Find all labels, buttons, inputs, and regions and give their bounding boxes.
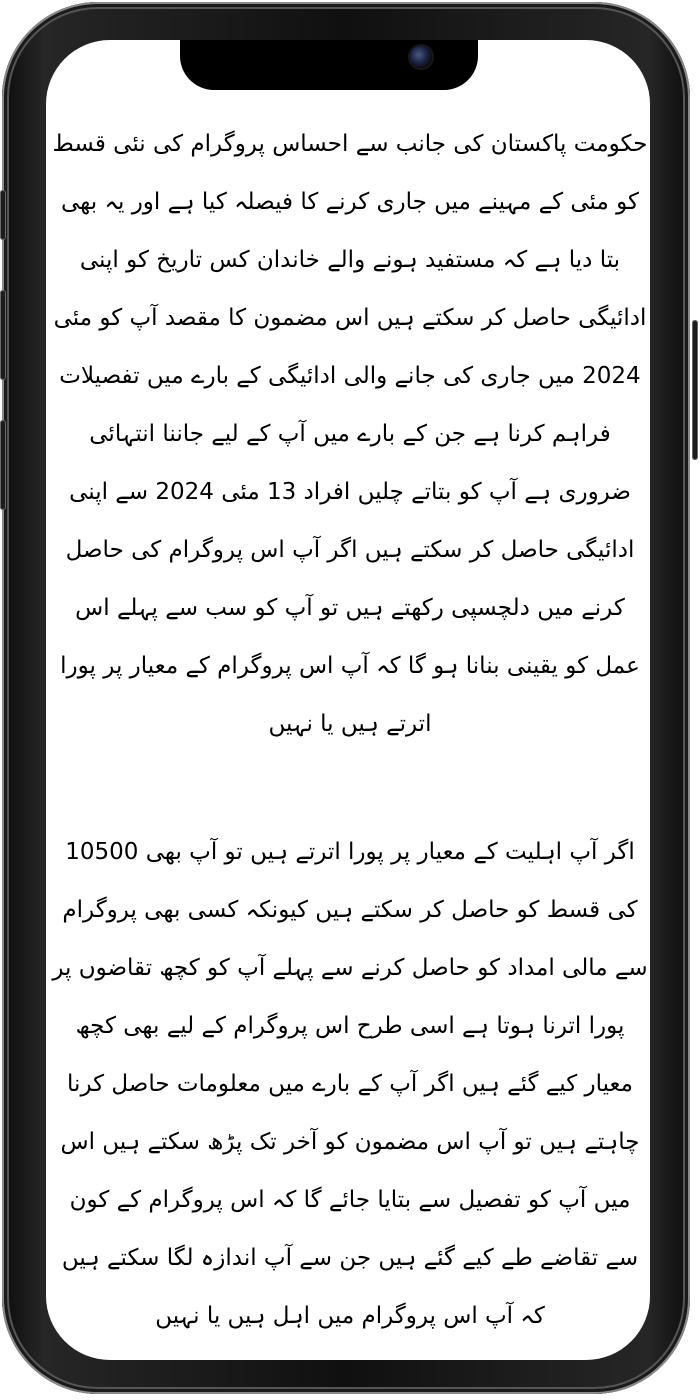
- paragraph-spacer: [52, 753, 648, 823]
- notch: [180, 40, 478, 90]
- mute-switch: [0, 190, 6, 240]
- camera-icon: [410, 46, 432, 68]
- volume-up-button: [0, 290, 6, 380]
- article-paragraph-2: اگر آپ اہلیت کے معیار پر پورا اترتے ہیں تو آپ بھی 10500 کی قسط کو حاصل کر سکتے ہیں کیونکہ کسی بھی پروگرام سے مالی امداد کو حاصل کرنے سے پہلے آپ کو کچھ تقاضوں پر پورا اترنا ہوتا ہے اسی طرح اس پروگرام کے لیے بھی کچھ معیار کیے گئے ہیں اگر آپ کے بارے میں معلومات حاصل کرنا چاہتے ہیں تو آپ اس مضمون کو آخر تک پڑھ سکتے ہیں اس میں آپ کو تفصیل سے بتایا جائے گا کہ اس پروگرام کے کون سے تقاضے طے کیے گئے ہیں جن سے آپ اندازہ لگا سکتے ہیں کہ آپ اس پروگرام میں اہل ہیں یا نہیں: [52, 839, 648, 1329]
- power-button: [692, 320, 698, 460]
- article-paragraph-1: حکومت پاکستان کی جانب سے احساس پروگرام کی نئی قسط کو مئی کے مہینے میں جاری کرنے کا فیصلہ کیا ہے اور یہ بھی بتا دیا ہے کہ مستفید ہونے والے خاندان کس تاریخ کو اپنی ادائیگی حاصل کر سکتے ہیں اس مضمون کا مقصد آپ کو مئی 2024 میں جاری کی جانے والی ادائیگی کے بارے میں تفصیلات فراہم کرنا ہے جن کے بارے میں آپ کے لیے جاننا انتہائی ضروری ہے آپ کو بتاتے چلیں افراد 13 مئی 2024 سے اپنی ادائیگی حاصل کر سکتے ہیں اگر آپ اس پروگرام کی حاصل کرنے میں دلچسپی رکھتے ہیں تو آپ کو سب سے پہلے اس عمل کو یقینی بنانا ہو گا کہ آپ اس پروگرام کے معیار پر پورا اترتے ہیں یا نہیں: [52, 131, 648, 737]
- article-body: [52, 115, 648, 1345]
- volume-down-button: [0, 420, 6, 510]
